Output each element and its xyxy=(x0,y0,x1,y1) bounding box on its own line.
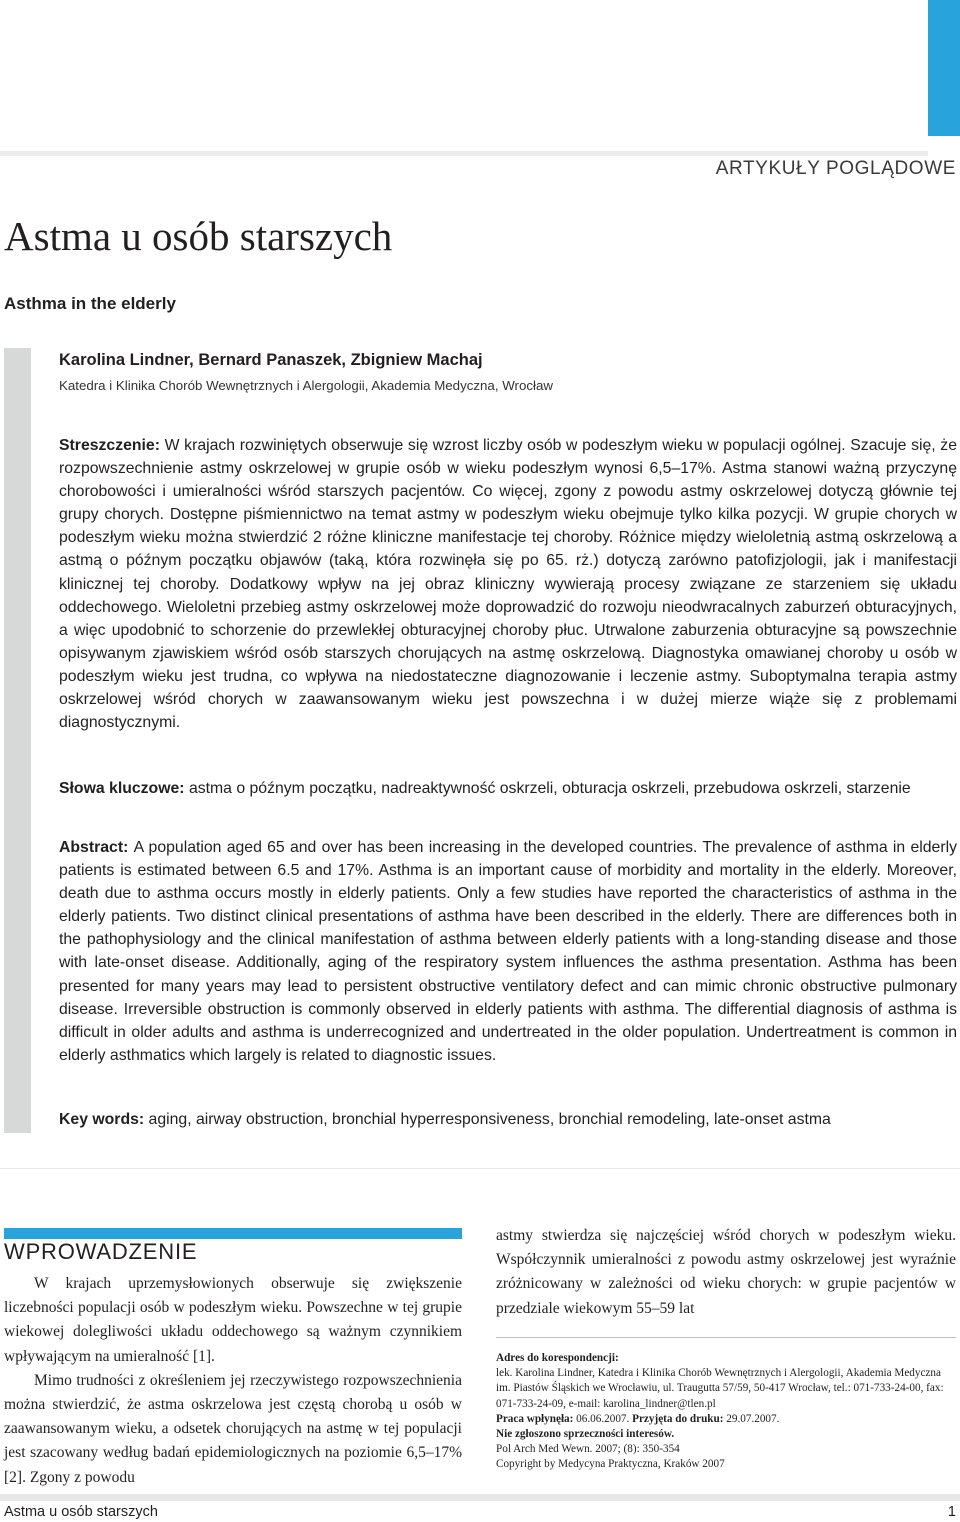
intro-paragraph-2: Mimo trudności z określeniem jej rzeczywistego rozpowszechnienia można stwierdzić, że astma oskrzelowa jest częstą chorobą u osób w zaawansowanym wieku, a odsetek chorujących na astmę w tej populacji jest szacowany według badań epidemiologicznych na poziomie 6,5–17% [2]. Zgony z powodu xyxy=(4,1371,462,1486)
header-rule xyxy=(0,151,928,156)
keywords-en-label: Key words xyxy=(59,1111,139,1128)
abstract-en xyxy=(59,836,957,1067)
keywords-pl-text: astma o późnym początku, nadreaktywność oskrzeli, obturacja oskrzeli, przebudowa oskrzeli, starzenie xyxy=(188,780,911,797)
footer-page-number: 1 xyxy=(947,1504,956,1520)
keywords-pl-label: Słowa kluczowe xyxy=(59,780,180,797)
abstract-pl-label: Streszczenie xyxy=(59,437,155,454)
abstract-en-colon: : xyxy=(123,839,134,856)
received-date: 06.06.2007. xyxy=(576,1412,630,1425)
abstract-side-bar xyxy=(4,348,31,1133)
abstract-pl-colon: : xyxy=(154,437,165,454)
intro-right-column xyxy=(496,1224,956,1321)
correspondence-box xyxy=(496,1351,956,1473)
keywords-en-colon: : xyxy=(138,1111,149,1128)
footer-rule xyxy=(0,1494,960,1501)
affiliation: Katedra i Klinika Chorób Wewnętrznych i Alergologii, Akademia Medyczna, Wrocław xyxy=(59,378,553,393)
received-label: Praca wpłynęła: xyxy=(496,1412,574,1425)
footer-running-title: Astma u osób starszych xyxy=(4,1504,158,1520)
copyright: Copyright by Medycyna Praktyczna, Kraków 2007 xyxy=(496,1458,725,1471)
conflict-statement: Nie zgłoszono sprzeczności interesów. xyxy=(496,1428,675,1441)
article-subtitle: Asthma in the elderly xyxy=(4,294,176,313)
abstract-separator xyxy=(0,1168,960,1169)
keywords-en-text: aging, airway obstruction, bronchial hyperresponsiveness, bronchial remodeling, late-onset astma xyxy=(148,1111,831,1128)
section-heading-intro: WPROWADZENIE xyxy=(4,1239,198,1264)
abstract-pl-text: W krajach rozwiniętych obserwuje się wzrost liczby osób w podeszłym wieku w populacji ogólnej. Szacuje się, że rozpowszechnienie astmy oskrzelowej w grupie osób w wieku podeszłym wynosi 6,5–17%. Astma stanowi ważną przyczynę chorobowości i umieralności wśród starszych pacjentów. Co więcej, zgony z powodu astmy oskrzelowej dotyczą głównie tej grupy chorych. Dostępne piśmiennictwo na temat astmy w podeszłym wieku obejmuje tylko kilka pozycji. W grupie chorych w podeszłym wieku można stwierdzić 2 różne kliniczne manifestacje tej choroby. Różnice między wieloletnią astmą oskrzelową a astmą o późnym początku objawów (taką, która rozwinęła się po 65. rż.) dotyczą zarówno patofizjologii, jak i manifestacji klinicznej tej choroby. Dodatkowy wpływ na jej obraz kliniczny wywierają procesy związane ze starzeniem się układu oddechowego. Wieloletni przebieg astmy oskrzelowej może doprowadzić do rozwoju nieodwracalnych zaburzeń obturacyjnych, a więc upodobnić to schorzenie do przewlekłej obturacyjnej choroby płuc. Utrwalone zaburzenia obturacyjne są powszechnie opisywanym zjawiskiem wśród osób starszych chorujących na astmę oskrzelową. Diagnostyka omawianej choroby u osób w podeszłym wieku jest trudna, co wpływa na niedostateczne diagnozowanie i leczenie astmy. Suboptymalna terapia astmy oskrzelowej wśród chorych w zaawansowanym wieku jest powszechna i w dużej mierze wiąże się z problemami diagnostycznymi. xyxy=(59,437,957,732)
abstract-pl xyxy=(59,434,957,734)
header-accent-bar xyxy=(928,0,960,136)
accepted-date: 29.07.2007. xyxy=(726,1412,780,1425)
correspondence-address: lek. Karolina Lindner, Katedra i Klinika Chorób Wewnętrznych i Alergologii, Akademia Medyczna im. Piastów Śląskich we Wrocławiu, ul. Traugutta 57/59, 50-417 Wrocław, tel.: 071-733-24-00, fax: 071-733-24-09, e-mail: karolina_lindner@tlen.pl xyxy=(496,1367,944,1410)
keywords-pl xyxy=(59,777,957,800)
keywords-en xyxy=(59,1108,957,1131)
intro-left-column xyxy=(4,1272,462,1490)
citation: Pol Arch Med Wewn. 2007; (8): 350-354 xyxy=(496,1443,680,1456)
section-heading-rule xyxy=(4,1228,462,1239)
accepted-label: Przyjęta do druku: xyxy=(632,1412,724,1425)
intro-paragraph-3: astmy stwierdza się najczęściej wśród chorych w podeszłym wieku. Współczynnik umieralności z powodu astmy oskrzelowej jest wyraźnie zróżnicowany w zależności od wieku chorych: w grupie pacjentów w przedziale wiekowym 55–59 lat xyxy=(496,1227,956,1317)
abstract-en-text: A population aged 65 and over has been increasing in the developed countries. The prevalence of asthma in elderly patients is estimated between 6.5 and 17%. Asthma is an important cause of morbidity and mortality in the elderly. Moreover, death due to asthma occurs mostly in elderly patients. Only a few studies have reported the characteristics of asthma in the elderly patients. Two distinct clinical presentations of asthma have been described in the elderly. There are differences both in the pathophysiology and the clinical manifestation of asthma between elderly patients with a long-standing disease and those with late-onset disease. Additionally, aging of the respiratory system influences the asthma presentation. Asthma has been presented for many years may lead to persistent obstructive ventilatory defect and can mimic chronic obstructive pulmonary disease. Irreversible obstruction is commonly observed in elderly patients with asthma. The differential diagnosis of asthma is difficult in older adults and asthma is underrecognized and undertreated in the older population. Undertreatment is common in elderly asthmatics which largely is related to diagnostic issues. xyxy=(59,839,957,1064)
article-title: Astma u osób starszych xyxy=(4,213,393,259)
authors: Karolina Lindner, Bernard Panaszek, Zbigniew Machaj xyxy=(59,351,483,369)
abstract-en-label: Abstract xyxy=(59,839,124,856)
keywords-pl-colon: : xyxy=(179,780,189,797)
correspondence-label: Adres do korespondencji: xyxy=(496,1352,619,1364)
intro-paragraph-1: W krajach uprzemysłowionych obserwuje się zwiększenie liczebności populacji osób w podeszłym wieku. Powszechne w tej grupie wiekowej dolegliwości układu oddechowego są ważnym czynnikiem wpływającym na umieralność [1]. xyxy=(4,1275,462,1365)
section-label: ARTYKUŁY POGLĄDOWE xyxy=(715,158,956,179)
correspondence-rule xyxy=(496,1337,956,1338)
